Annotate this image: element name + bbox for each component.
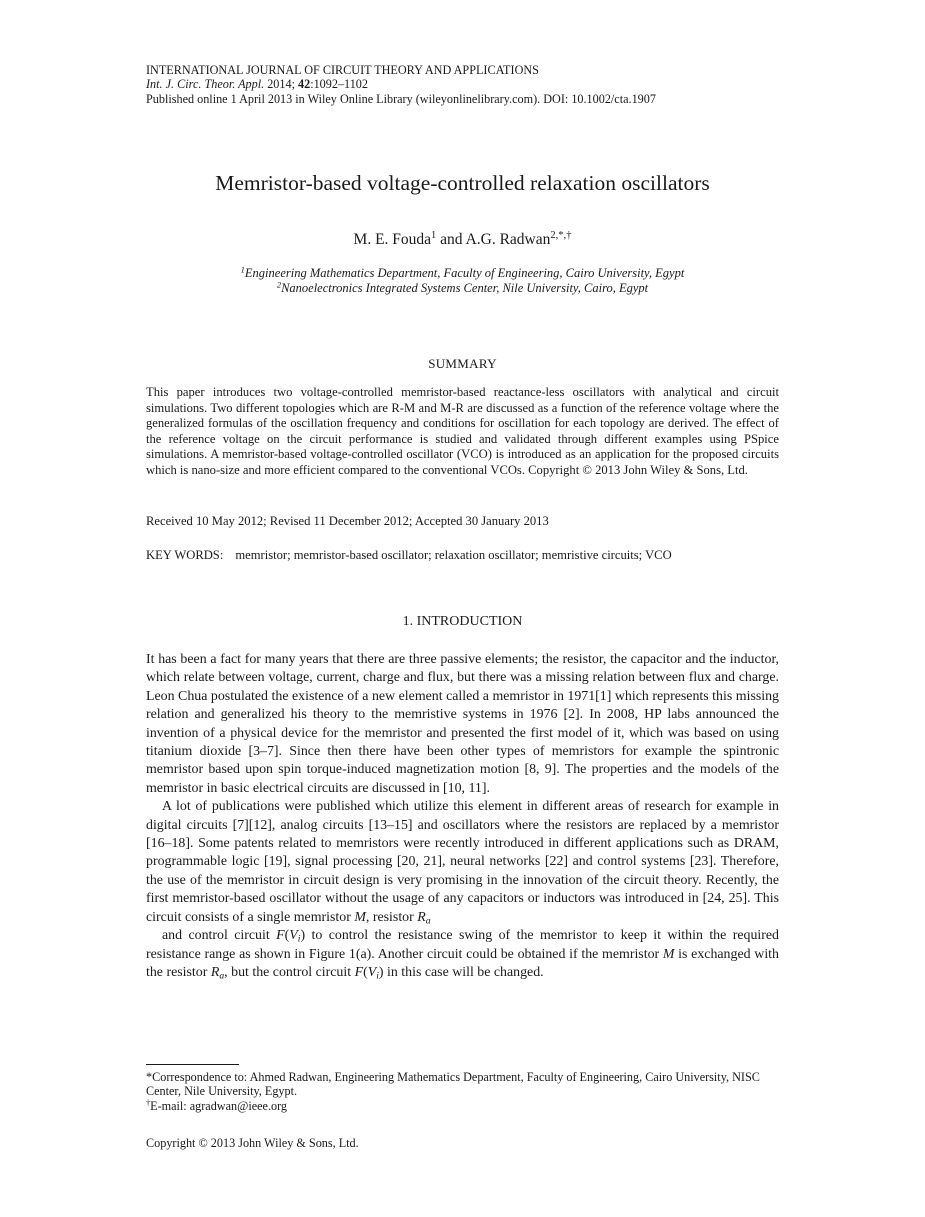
journal-pages: :1092–1102	[310, 77, 368, 92]
introduction-body	[146, 651, 779, 982]
author-and: and	[436, 231, 466, 248]
journal-abbrev: Int. J. Circ. Theor. Appl.	[146, 77, 265, 92]
journal-header	[146, 63, 779, 106]
published-line: Published online 1 April 2013 in Wiley Online Library (wileyonlinelibrary.com). DOI: 10.1002/cta.1907	[146, 91, 656, 106]
section-heading-introduction: 1. INTRODUCTION	[402, 614, 523, 629]
received-dates: Received 10 May 2012; Revised 11 December 2012; Accepted 30 January 2013	[146, 514, 549, 528]
journal-name: INTERNATIONAL JOURNAL OF CIRCUIT THEORY AND APPLICATIONS	[146, 63, 539, 77]
summary-text: This paper introduces two voltage-controlled memristor-based reactance-less oscillators with analytical and circuit simulations. Two different topologies which are R-M and M-R are discussed as a function of the reference voltage where the generalized formulas of the oscillation frequency and conditions for oscillation for each topology are derived. The effect of the reference voltage on the circuit performance is studied and validated through different examples using PSpice simulations. A memristor-based voltage-controlled oscillator (VCO) is introduced as an application for the proposed circuits which is nano-size and more efficient compared to the conventional VCOs. Copyright © 2013 John Wiley & Sons, Ltd.	[146, 385, 779, 477]
journal-citation	[146, 77, 779, 91]
keywords-label: KEY WORDS:	[146, 548, 224, 562]
keywords-line	[146, 547, 779, 563]
summary-heading: SUMMARY	[428, 356, 497, 371]
footnotes	[146, 1070, 779, 1113]
author-radwan-sup: 2,*,†	[550, 230, 572, 242]
author-list	[0, 229, 925, 251]
author-radwan: A.G. Radwan	[465, 231, 551, 248]
correspondence-note: *Correspondence to: Ahmed Radwan, Engineering Mathematics Department, Faculty of Engineering, Cairo University, NISC Center, Nile University, Egypt.	[146, 1070, 760, 1099]
email-note-sup: †	[146, 1098, 151, 1108]
affiliations	[0, 266, 925, 296]
affiliation-2: $^2$Nanoelectronics Integrated Systems Center, Nile University, Cairo, Egypt	[276, 279, 649, 295]
journal-volume: 42	[298, 77, 311, 92]
author-fouda-sup: 1	[431, 230, 437, 242]
footnote-divider	[146, 1064, 239, 1065]
intro-paragraph-2: A lot of publications were published which utilize this element in different areas of research for example in digital circuits [7][12], analog circuits [13–15] and oscillators where the resistors are replaced by a memristor [16–18]. Some patents related to memristors were recently introduced in different applications such as DRAM, programmable logic [19], signal processing [20, 21], neural networks [22] and control systems [23]. Therefore, the use of the memristor in circuit design is very promising in the innovation of the circuit theory. Recently, the first memristor-based oscillator without the usage of any capacitors or inductors was introduced in [24, 25]. This circuit consists of a single memristor M, resistor $R_a$	[146, 799, 779, 927]
affiliation-1: $^1$Engineering Mathematics Department, Faculty of Engineering, Cairo University, Egypt	[240, 264, 685, 280]
email-note: †E-mail: agradwan@ieee.org	[146, 1098, 288, 1113]
affiliation-2-sup: 2	[276, 279, 282, 290]
keywords-list: memristor; memristor-based oscillator; relaxation oscillator; memristive circuits; VCO	[235, 548, 672, 562]
journal-year: 2014;	[267, 77, 295, 92]
copyright-footer: Copyright © 2013 John Wiley & Sons, Ltd.	[146, 1136, 359, 1150]
affiliation-1-sup: 1	[240, 264, 245, 275]
paper-title: Memristor-based voltage-controlled relaxation oscillators	[215, 171, 710, 195]
intro-paragraph-3: and control circuit $F(V_i)$ to control the resistance swing of the memristor to keep it within the required resistance range as shown in Figure 1(a). Another circuit could be obtained if the memristor M is exchanged with the resistor $R_a$, but the control circuit $F(V_i)$ in this case will be changed.	[146, 928, 779, 982]
intro-paragraph-1: It has been a fact for many years that there are three passive elements; the resistor, the capacitor and the inductor, which relate between voltage, current, charge and flux, but there was a missing relation between flux and charge. Leon Chua postulated the existence of a new element called a memristor in 1971[1] which represents this missing relation and generalized his theory to the memristive systems in 1976 [2]. In 2008, HP labs announced the invention of a physical device for the memristor and presented the first model of it, which was based on using titanium dioxide [3–7]. Since then there have been other types of memristors for example the spintronic memristor based upon spin torque-induced magnetization motion [8, 9]. The properties and the models of the memristor in basic electrical circuits are discussed in [10, 11].	[146, 652, 779, 796]
author-fouda: M. E. Fouda	[353, 231, 432, 248]
